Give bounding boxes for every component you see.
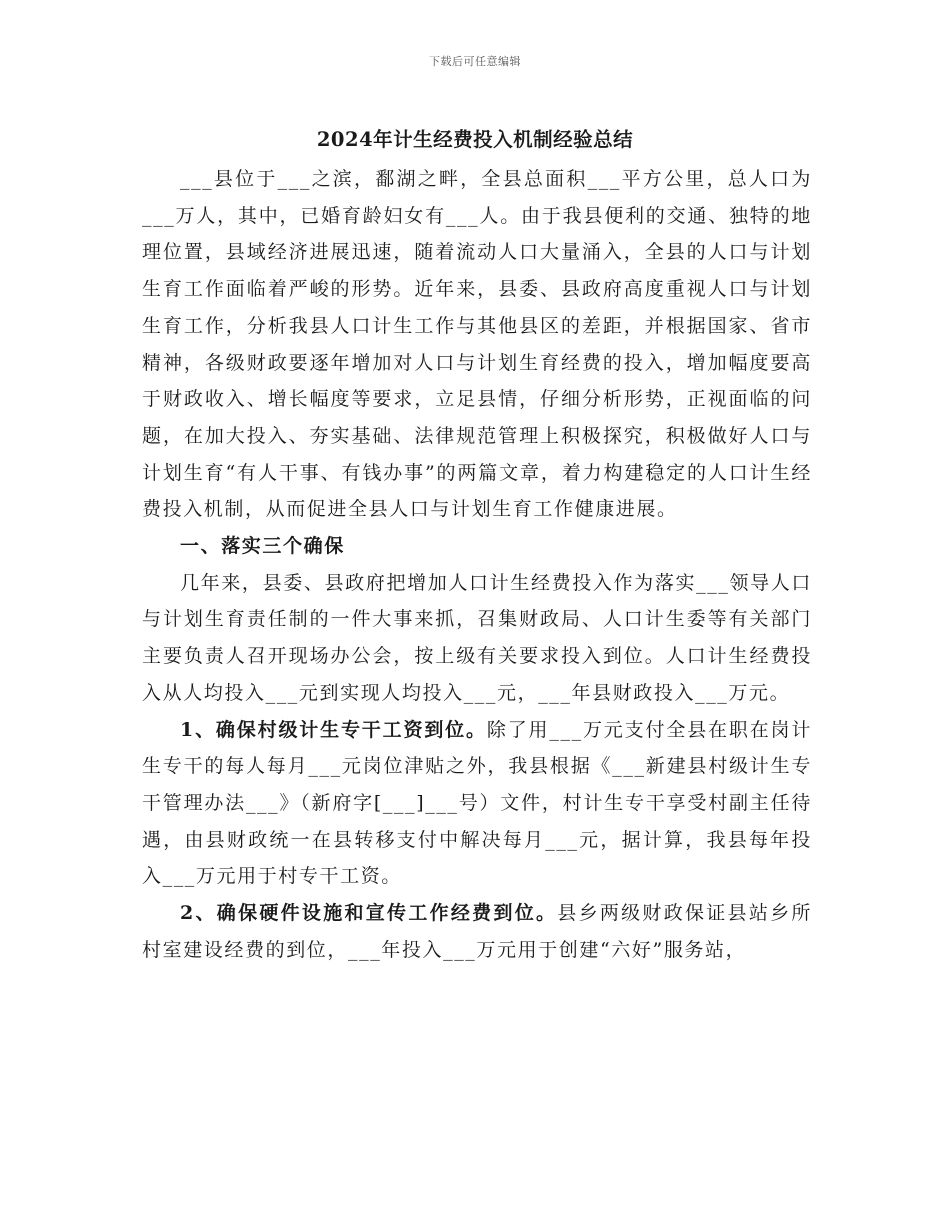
item-lead: 1、确保村级计生专干工资到位。 [180,718,487,741]
document-body [142,161,812,968]
paragraph-text: 县乡两级财政保证县站乡所村室建设经费的到位，___年投入___万元用于创建“六好”服务站， [142,902,812,961]
item-lead: 2、确保硬件设施和宣传工作经费到位。 [180,902,558,925]
paragraph-section-1 [142,565,812,712]
paragraph-text: 除了用___万元支付全县在职在岗计生专干的每人每月___元岗位津贴之外，我县根据《___新建县村级计生专干管理办法___》（新府字[___]___号）文件，村计生专干享受村副主任待遇，由县财政统一在县转移支付中解决每月___元，据计算，我县每年投入___万元用于村专干工资。 [142,718,812,888]
paragraph-text: 几年来，县委、县政府把增加人口计生经费投入作为落实___领导人口与计划生育责任制的一件大事来抓，召集财政局、人口计生委等有关部门主要负责人召开现场办公会，按上级有关要求投入到位。人口计生经费投入从人均投入___元到实现人均投入___元，___年县财政投入___万元。 [142,571,812,704]
section-heading: 一、落实三个确保 [180,535,345,558]
paragraph-intro [142,161,812,528]
header-note: 下载后可任意编辑 [429,55,521,68]
paragraph-text: ___县位于___之滨，鄱湖之畔，全县总面积___平方公里，总人口为___万人，其中，已婚育龄妇女有___人。由于我县便利的交通、独特的地理位置，县域经济进展迅速，随着流动人口大量涌入，全县的人口与计划生育工作面临着严峻的形势。近年来，县委、县政府高度重视人口与计划生育工作，分析我县人口计生工作与其他县区的差距，并根据国家、省市精神，各级财政要逐年增加对人口与计划生育经费的投入，增加幅度要高于财政收入、增长幅度等要求，立足县情，仔细分析形势，正视面临的问题，在加大投入、夯实基础、法律规范管理上积极探究，积极做好人口与计划生育“有人干事、有钱办事”的两篇文章，着力构建稳定的人口计生经费投入机制，从而促进全县人口与计划生育工作健康进展。 [142,168,812,521]
paragraph-item-2 [142,895,812,968]
paragraph-item-1 [142,712,812,896]
document-title: 2024年计生经费投入机制经验总结 [316,128,634,151]
